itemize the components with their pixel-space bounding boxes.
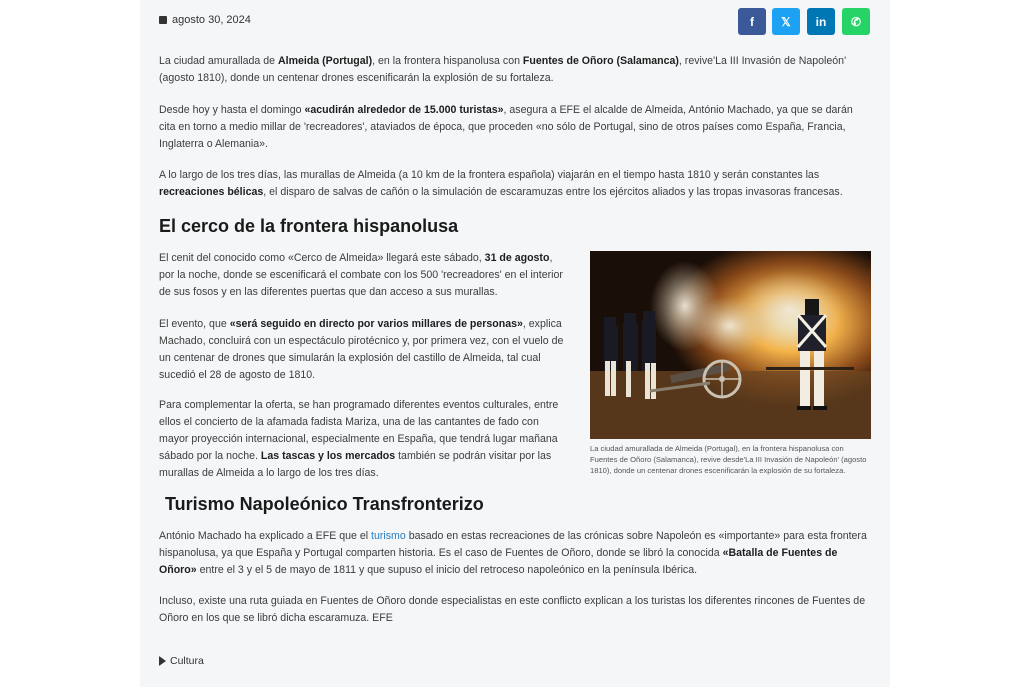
x-icon: 𝕏 bbox=[781, 14, 791, 29]
tag-icon bbox=[159, 656, 166, 666]
paragraph-cerco: El cenit del conocido como «Cerco de Almeida» llegará este sábado, 31 de agosto, por la noche, donde se escenificará el combate con los 500 'recreadores' en el interior de sus fosos y en las diferentes puertas que dan acceso a sus murallas. bbox=[159, 252, 563, 298]
post-date bbox=[159, 14, 251, 26]
x-share-button[interactable] bbox=[772, 8, 800, 35]
post-date-text: agosto 30, 2024 bbox=[172, 14, 251, 26]
section-heading-cerco: El cerco de la frontera hispanolusa bbox=[159, 216, 459, 236]
reenactment-photo bbox=[590, 251, 871, 439]
paragraph-culture: Para complementar la oferta, se han programado diferentes eventos culturales, entre ellos el concierto de la afamada fadista Mariza, una de las cantantes de fado con mayor proyección internacional, especialmente en España, que tendrá lugar mañana sábado por la noche. Las tascas y los mercados también se podrán visitar por las murallas de Almeida a lo largo de los tres días. bbox=[159, 399, 559, 479]
turismo-link[interactable]: turismo bbox=[371, 530, 406, 542]
section-heading-turismo: Turismo Napoleónico Transfronterizo bbox=[165, 494, 484, 514]
category-tag-label: Cultura bbox=[170, 655, 204, 667]
linkedin-share-button[interactable] bbox=[807, 8, 835, 35]
paragraph-route: Incluso, existe una ruta guiada en Fuentes de Oñoro donde especialistas en este conflicto explican a los turistas los diferentes rincones de Fuentes de Oñoro en los que se libró dicha escaramuza. EFE bbox=[159, 595, 866, 624]
linkedin-icon: in bbox=[815, 14, 827, 29]
facebook-icon: f bbox=[750, 14, 754, 29]
paragraph-walls: A lo largo de los tres días, las murallas de Almeida (a 10 km de la frontera española) viajarán en el tiempo hasta 1810 y serán constantes las recreaciones bélicas, el disparo de salvas de cañón o la simulación de escaramuzas entre los ejércitos aliados y las tropas invasoras francesas. bbox=[159, 169, 843, 198]
facebook-share-button[interactable] bbox=[738, 8, 766, 35]
whatsapp-share-button[interactable] bbox=[842, 8, 870, 35]
paragraph-event: El evento, que «será seguido en directo por varios millares de personas», explica Machado, concluirá con un espectáculo pirotécnico y, por primera vez, con el vuelo de un centenar de drones que simularán la explosión del castillo de Almeida, tal cual sucedió el 28 de agosto de 1810. bbox=[159, 318, 564, 381]
calendar-icon bbox=[159, 16, 167, 24]
paragraph-tourists: Desde hoy y hasta el domingo «acudirán alrededor de 15.000 turistas», asegura a EFE el alcalde de Almeida, António Machado, ya que se darán cita en torno a medio millar de 'recreadores', ataviados de época, que proceden «no sólo de Portugal, sino de otros países como España, Francia, Inglaterra o Alemania». bbox=[159, 104, 853, 150]
whatsapp-icon: ✆ bbox=[850, 14, 862, 29]
paragraph-intro: La ciudad amurallada de Almeida (Portugal), en la frontera hispanolusa con Fuentes de Oñoro (Salamanca), revive'La III Invasión de Napoleón' (agosto 1810), donde un centenar drones escenificarán la explosión de su fortaleza. bbox=[159, 55, 847, 84]
category-tag[interactable] bbox=[159, 655, 204, 667]
paragraph-turismo: António Machado ha explicado a EFE que el turismo basado en estas recreaciones de las crónicas sobre Napoleón es «importante» para esta frontera hispanolusa, ya que España y Portugal comparten historia. Es el caso de Fuentes de Oñoro, donde se libró la conocida «Batalla de Fuentes de Oñoro» entre el 3 y el 5 de mayo de 1811 y que supuso el inicio del retroceso napoleónico en la península Ibérica. bbox=[159, 530, 867, 576]
photo-caption: La ciudad amurallada de Almeida (Portugal), en la frontera hispanolusa con Fuentes de Oñoro (Salamanca), revive desde'La III Invasión de Napoleón' (agosto 1810), donde un centenar drones escenificarán la explosión de su fortaleza. bbox=[590, 444, 867, 475]
